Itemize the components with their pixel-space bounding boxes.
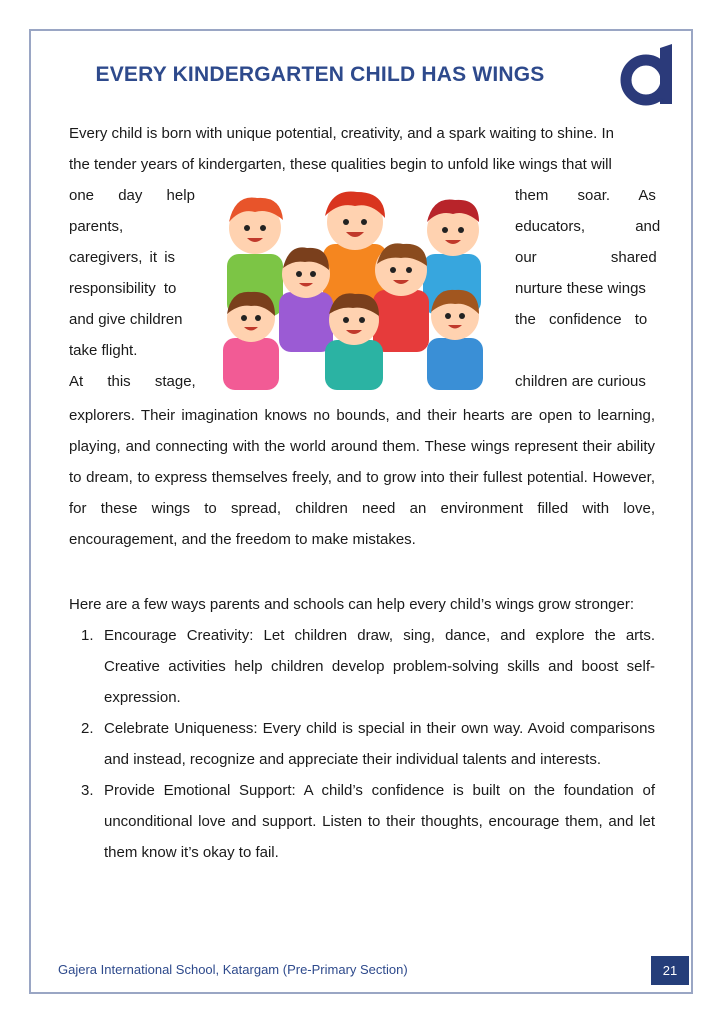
list-item-number: 2.	[81, 720, 94, 737]
list-intro: Here are a few ways parents and schools can help every child’s wings grow stronger:	[69, 596, 635, 613]
paragraph-2: explorers. Their imagination knows no bounds, and their hearts are open to learning, playing, and connecting with the world around them. These wings represent their ability to dream, to express themselves freely, and to grow into their fullest potential. However, for these wings to spread, children need an environment filled with love, encouragement, and the freedom to make mistakes.	[69, 407, 655, 548]
intro-text	[69, 118, 655, 180]
group-of-happy-children-illustration	[205, 186, 505, 390]
wrap-left-line: parents,	[69, 218, 124, 235]
wrap-right-line: children are curious	[515, 373, 646, 390]
list-item-number: 3.	[81, 782, 94, 799]
list-item	[69, 713, 655, 775]
list-item-text: Provide Emotional Support: A child’s confidence is built on the foundation of unconditional love and support. Listen to their thoughts, encourage them, and let them know it’s okay to fail.	[104, 782, 655, 861]
wrap-left-column	[69, 180, 196, 397]
wrap-right-line: our shared	[515, 249, 657, 266]
wrap-right-line: nurture these wings	[515, 280, 646, 297]
wrap-left-line: one day help	[69, 187, 195, 204]
wrap-left-line: responsibility to	[69, 280, 177, 297]
list-item	[69, 620, 655, 713]
wrap-right-line: the confidence to	[515, 311, 648, 328]
list-item-number: 1.	[81, 627, 94, 644]
list-item-text: Celebrate Uniqueness: Every child is special in their own way. Avoid comparisons and instead, recognize and appreciate their individual talents and interests.	[104, 720, 655, 768]
page-footer: Gajera International School, Katargam (Pre-Primary Section)	[58, 962, 408, 977]
list-item	[69, 775, 655, 868]
page-title: EVERY KINDERGARTEN CHILD HAS WINGS	[95, 63, 545, 86]
wrap-right-line: educators, and	[515, 218, 661, 235]
wrap-left-line: At this stage,	[69, 373, 196, 390]
wrap-right-column	[515, 180, 661, 397]
wrap-right-line: them soar. As	[515, 187, 656, 204]
ways-list	[69, 620, 655, 868]
page-number-badge: 21	[651, 956, 689, 985]
list-item-text: Encourage Creativity: Let children draw, sing, dance, and explore the arts. Creative activities help children develop problem-solving skills and boost self-expression.	[104, 627, 655, 706]
logo-tagline: SINCE 1995	[638, 98, 666, 104]
intro-line: Every child is born with unique potential, creativity, and a spark waiting to shine. In	[69, 125, 615, 142]
wrap-left-line: caregivers, it is	[69, 249, 176, 266]
wrap-left-line: take flight.	[69, 342, 138, 359]
intro-line: the tender years of kindergarten, these qualities begin to unfold like wings that will	[69, 156, 612, 173]
wrap-left-line: and give children	[69, 311, 183, 328]
